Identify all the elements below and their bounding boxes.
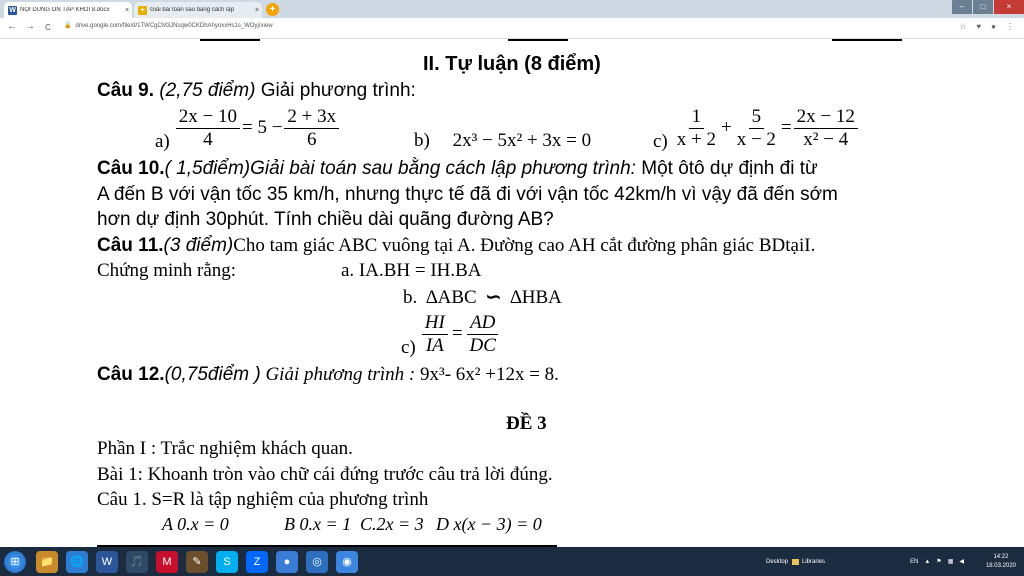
extension-icon[interactable]: ♥ xyxy=(976,22,982,31)
tab-solution[interactable] xyxy=(134,2,262,18)
triangle-hba: ∆HBA xyxy=(510,287,562,308)
question-points: (2,75 điểm) xyxy=(159,80,256,101)
prove-label: Chứng minh rằng: xyxy=(97,260,237,281)
equation-operator: = 5 − xyxy=(241,117,283,138)
doc-icon: + xyxy=(138,6,147,15)
minimize-button[interactable]: – xyxy=(951,0,972,14)
browser-icon[interactable]: 🌐 xyxy=(66,551,88,573)
question-text: Giải phương trình : xyxy=(260,364,421,385)
word-icon[interactable]: W xyxy=(96,551,118,573)
section-title: II. Tự luận (8 điểm) xyxy=(423,53,601,75)
question-label: Câu 10. xyxy=(97,158,165,179)
profile-icon[interactable]: ● xyxy=(991,22,996,31)
clock-date: 18.03.2020 xyxy=(985,563,1016,569)
fraction-numerator: 5 xyxy=(749,106,765,129)
part-label: a) xyxy=(155,131,170,152)
chrome-icon[interactable]: ● xyxy=(276,551,298,573)
question-text: Cho tam giác ABC vuông tại A. Đường cao AH cắt đường phân giác BDtạiI. xyxy=(233,235,816,256)
lock-icon: 🔒 xyxy=(64,23,72,29)
equation-operator: = xyxy=(451,323,463,344)
cutoff-text xyxy=(508,39,568,41)
volume-icon[interactable]: ◀ xyxy=(959,559,964,565)
menu-icon[interactable]: ⋮ xyxy=(1006,22,1014,31)
close-icon[interactable]: × xyxy=(254,6,260,14)
triangle-abc: ∆ABC xyxy=(426,287,477,308)
part-label: c) xyxy=(653,131,668,152)
part-label: c) xyxy=(401,337,416,358)
taskbar xyxy=(0,547,1024,576)
libraries-label: Libraries xyxy=(802,558,826,565)
cutoff-text xyxy=(200,39,260,41)
skype-icon[interactable]: S xyxy=(216,551,238,573)
question-1: Câu 1. S=R là tập nghiệm của phương trình xyxy=(97,489,429,510)
tab-document[interactable] xyxy=(4,2,132,18)
app-icon[interactable]: ◎ xyxy=(306,551,328,573)
libraries-toolbar[interactable] xyxy=(792,547,825,576)
tab-label: Giải bài toán sau bằng cách lập xyxy=(150,7,235,13)
tab-label: NỘI DUNG ÔN TẬP KHỐI 8.docx xyxy=(20,7,110,13)
fraction-numerator: HI xyxy=(422,312,448,335)
q11-part-a: a. IA.BH = IH.BA xyxy=(341,260,482,281)
question-prompt: Giải bài toán sau bằng cách lập phương trình: xyxy=(250,158,636,179)
back-icon[interactable]: ← xyxy=(7,21,17,32)
new-tab-button[interactable]: + xyxy=(266,3,279,16)
part-label: b. xyxy=(403,287,418,308)
q9-part-c xyxy=(653,103,858,153)
desktop-toolbar[interactable] xyxy=(766,547,788,576)
question-text: Một ôtô dự định đi từ xyxy=(635,158,818,179)
question-10 xyxy=(97,158,818,180)
equation-operator: + xyxy=(720,117,732,138)
fraction-numerator: 2 + 3x xyxy=(284,106,339,129)
close-icon[interactable]: × xyxy=(124,6,130,14)
similar-icon: ∽ xyxy=(485,287,502,308)
app-icon[interactable]: ◉ xyxy=(336,551,358,573)
maximize-button[interactable]: □ xyxy=(972,0,993,14)
system-clock[interactable] xyxy=(986,553,1016,571)
equation-operator: = xyxy=(780,117,792,138)
option-c: C.2x = 3 xyxy=(360,514,424,534)
folder-icon xyxy=(792,559,799,565)
q9-part-a xyxy=(155,103,339,153)
fraction-numerator: 2x − 12 xyxy=(794,106,858,129)
question-label: Câu 12. xyxy=(97,364,165,385)
q11-part-b xyxy=(403,286,562,309)
option-a: A 0.x = 0 xyxy=(162,514,229,534)
mail-icon[interactable]: M xyxy=(156,551,178,573)
fraction-denominator: x² − 4 xyxy=(803,128,849,150)
question-points: ( 1,5điểm) xyxy=(164,158,251,179)
browser-tab-strip xyxy=(0,0,1024,18)
equation: 9x³- 6x² +12x = 8. xyxy=(420,364,559,385)
question-text: Giải phương trình: xyxy=(260,80,416,101)
network-icon[interactable]: ▦ xyxy=(947,559,954,565)
fraction-denominator: x + 2 xyxy=(676,128,716,150)
question-points: (3 điểm) xyxy=(163,235,234,256)
fraction-numerator: 2x − 10 xyxy=(176,106,240,129)
close-window-button[interactable]: × xyxy=(993,0,1024,14)
fraction-denominator: x − 2 xyxy=(736,128,776,150)
zalo-icon[interactable]: Z xyxy=(246,551,268,573)
toolbar-icons xyxy=(959,22,1014,31)
language-indicator[interactable]: EN xyxy=(910,558,919,565)
desktop-label: Desktop xyxy=(766,558,789,565)
fraction-denominator: 4 xyxy=(203,128,213,150)
window-controls xyxy=(951,0,1024,14)
cutoff-text xyxy=(832,39,902,41)
browser-toolbar xyxy=(0,18,1024,39)
reload-icon[interactable]: C xyxy=(45,23,51,32)
question-label: Câu 11. xyxy=(97,235,164,256)
fraction-denominator: 6 xyxy=(307,128,317,150)
fraction-numerator: AD xyxy=(467,312,498,335)
word-icon: W xyxy=(9,6,16,14)
part-label: b) xyxy=(414,130,430,151)
q9-part-b xyxy=(414,130,591,152)
option-b: B 0.x = 1 xyxy=(284,514,352,534)
bookmark-star-icon[interactable]: ☆ xyxy=(959,22,967,31)
media-icon[interactable]: 🎵 xyxy=(126,551,148,573)
tray-arrow-icon[interactable]: ▲ xyxy=(924,558,931,565)
q11-part-c xyxy=(401,309,499,359)
fraction-denominator: IA xyxy=(425,334,444,356)
question-label: Câu 9. xyxy=(97,80,155,101)
exam-heading: ĐỀ 3 xyxy=(506,413,547,434)
question-9 xyxy=(97,80,416,102)
url-text: drive.google.com/file/d/1TWCgCM3JNsqw0CKDhAhyoxxHs1s_WOyj/view xyxy=(75,22,273,29)
fraction-denominator: DC xyxy=(469,334,496,356)
system-tray xyxy=(910,547,964,576)
question-10-line-2: A đến B với vận tốc 35 km/h, nhưng thực tế đã đi với vận tốc 42km/h vì vậy đã đến sớm xyxy=(97,184,838,205)
address-bar[interactable] xyxy=(64,22,273,29)
question-12 xyxy=(97,364,559,386)
option-d: D x(x − 3) = 0 xyxy=(436,514,542,534)
exercise-instruction: Bài 1: Khoanh tròn vào chữ cái đứng trước câu trả lời đúng. xyxy=(97,464,553,485)
question-11 xyxy=(97,235,815,257)
clock-time: 14:22 xyxy=(993,554,1009,560)
paint-icon[interactable]: ✎ xyxy=(186,551,208,573)
question-10-line-3: hơn dự định 30phút. Tính chiều dài quãng đường AB? xyxy=(97,209,554,230)
question-points: (0,75điểm ) xyxy=(164,364,261,385)
document-viewer xyxy=(0,39,1024,547)
start-button[interactable]: ⊞ xyxy=(4,551,26,573)
part-heading: Phần I : Trắc nghiệm khách quan. xyxy=(97,438,353,459)
flag-icon[interactable]: ⚑ xyxy=(936,559,942,565)
forward-icon[interactable]: → xyxy=(25,21,35,32)
explorer-icon[interactable]: 📁 xyxy=(36,551,58,573)
equation: 2x³ − 5x² + 3x = 0 xyxy=(452,130,592,151)
fraction-numerator: 1 xyxy=(689,106,705,129)
